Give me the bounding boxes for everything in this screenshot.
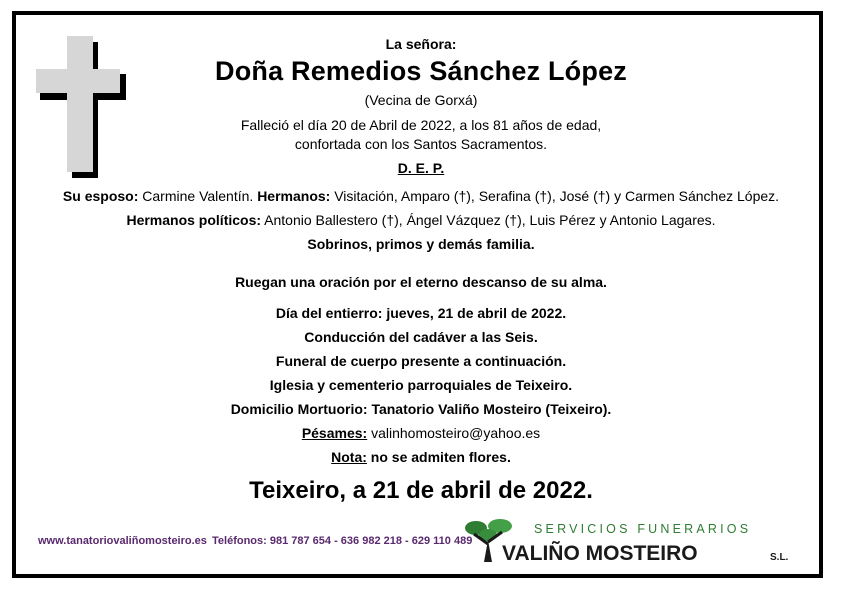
family-spouse-siblings — [0, 188, 842, 204]
family-inlaws — [0, 212, 842, 228]
spouse-label: Su esposo: — [62, 188, 139, 204]
deceased-name: Doña Remedios Sánchez López — [215, 56, 627, 86]
place-date: Teixeiro, a 21 de abril de 2022. — [249, 477, 593, 504]
death-line-2: confortada con los Santos Sacramentos. — [294, 136, 548, 152]
note-value: no se admiten flores. — [366, 449, 511, 465]
condolences-label: Pésames: — [301, 425, 368, 441]
burial-day: Día del entierro: jueves, 21 de abril de 2022. — [275, 305, 567, 321]
note-label: Nota: — [331, 449, 367, 465]
logo-name-text: VALIÑO MOSTEIRO — [502, 542, 698, 564]
home-text: Domicilio Mortuorio: Tanatorio Valiño Mosteiro (Teixeiro). — [230, 401, 612, 417]
siblings-list: Visitación, Amparo (†), Serafina (†), José (†) y Carmen Sánchez López. — [330, 188, 780, 204]
dep-text: D. E. P. — [397, 160, 445, 176]
church-text: Iglesia y cementerio parroquiales de Teixeiro. — [269, 377, 573, 393]
inlaws-list: Antonio Ballestero (†), Ángel Vázquez (†), Luis Pérez y Antonio Lagares. — [261, 212, 716, 228]
footer-website: www.tanatoriovaliñomosteiro.es — [38, 535, 207, 547]
condolences-line — [0, 425, 842, 441]
logo-suffix-text: S.L. — [770, 552, 789, 563]
footer-phones: Teléfonos: 981 787 654 - 636 982 218 - 629 110 489 — [212, 535, 473, 547]
procession-text: Conducción del cadáver a las Seis. — [304, 329, 538, 345]
funeral-text: Funeral de cuerpo presente a continuación. — [275, 353, 567, 369]
origin-text: (Vecina de Gorxá) — [364, 92, 478, 108]
spouse-name: Carmine Valentín. — [138, 188, 258, 204]
siblings-label: Hermanos: — [257, 188, 331, 204]
inlaws-label: Hermanos políticos: — [126, 212, 262, 228]
note-line — [0, 449, 842, 465]
company-logo — [462, 518, 812, 564]
condolences-email: valinhomosteiro@yahoo.es — [367, 425, 541, 441]
family-others: Sobrinos, primos y demás familia. — [307, 236, 535, 252]
death-line-1: Falleció el día 20 de Abril de 2022, a los 81 años de edad, — [240, 117, 602, 133]
prayer-text: Ruegan una oración por el eterno descanso de su alma. — [235, 274, 607, 290]
logo-top-text: SERVICIOS FUNERARIOS — [534, 522, 752, 536]
intro-text: La señora: — [385, 36, 457, 52]
